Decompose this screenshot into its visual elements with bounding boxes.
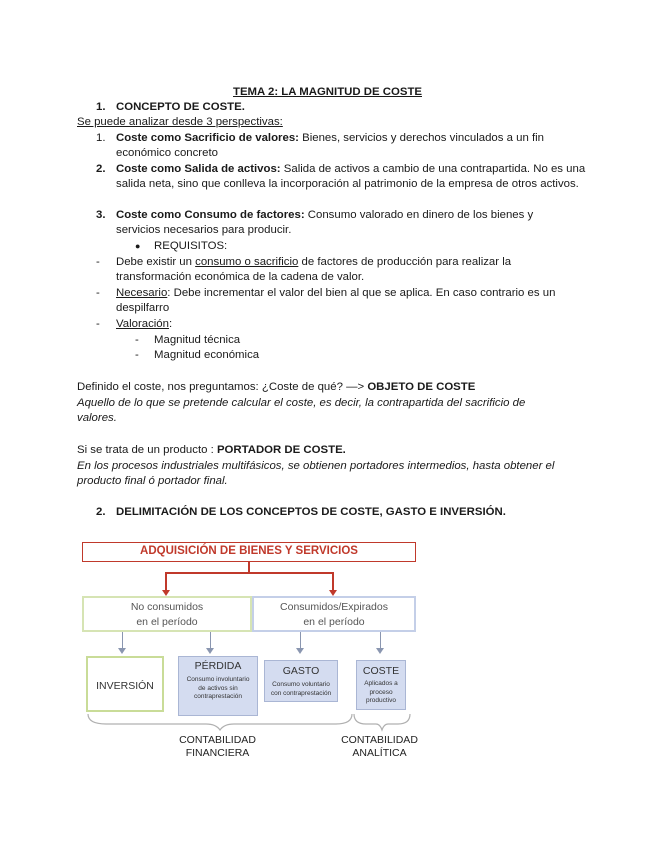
valoracion-item-2: Magnitud económica xyxy=(154,349,260,361)
req2-underlined: Necesario xyxy=(116,287,168,299)
objeto-pre: Definido el coste, nos preguntamos: ¿Coste de qué? —> xyxy=(77,381,368,393)
contabilidad-financiera-label xyxy=(160,734,275,760)
consumidos-line1: Consumidos/Expirados xyxy=(280,601,388,613)
gasto-text: Consumo voluntario con contraprestación xyxy=(270,681,332,697)
arrow-coste-icon xyxy=(376,648,384,654)
section1-intro: Se puede analizar desde 3 perspectivas: xyxy=(77,116,283,128)
req3-post: : xyxy=(168,318,173,330)
item2 xyxy=(116,162,586,193)
item2-number: 2. xyxy=(96,163,106,175)
req1 xyxy=(116,255,571,286)
req3-dash: - xyxy=(96,318,100,330)
item3-text: Consumo valorado en dinero de los bienes y servicios necesarios para producir. xyxy=(116,209,534,237)
perdida-text: Consumo involuntario de activos sin contraprestación xyxy=(186,676,250,700)
valoracion-item-1: Magnitud técnica xyxy=(154,334,241,346)
consumidos-line2: en el período xyxy=(303,616,365,628)
arrow-inversion-icon xyxy=(118,648,126,654)
financiera-line2: FINANCIERA xyxy=(185,747,250,759)
perdida-title: PÉRDIDA xyxy=(194,660,242,672)
req1-pre: Debe existir un xyxy=(116,256,196,268)
coste-box xyxy=(356,660,406,710)
req3 xyxy=(116,317,172,332)
no-consumidos-line1: No consumidos xyxy=(130,601,204,613)
objeto-bold: OBJETO DE COSTE xyxy=(367,381,476,393)
item1-text: Bienes, servicios y derechos vinculados a un fin económico concreto xyxy=(116,132,544,160)
gasto-title: GASTO xyxy=(282,665,320,677)
portador-pre: Si se trata de un producto : xyxy=(77,444,217,456)
contabilidad-analitica-label xyxy=(322,734,437,760)
no-consumidos-line2: en el período xyxy=(136,616,198,628)
consumidos-box xyxy=(252,596,416,632)
req2 xyxy=(116,286,586,317)
requisitos-label: REQUISITOS: xyxy=(154,240,228,252)
req2-post: : Debe incrementar el valor del bien al que se aplica. En caso contrario es un despilfarro xyxy=(116,287,556,315)
brace-financiera xyxy=(86,712,356,732)
connector-top-horizontal xyxy=(165,572,333,574)
analitica-line1: CONTABILIDAD xyxy=(341,734,418,746)
perdida-box xyxy=(178,656,258,716)
req1-post: de factores de producción para realizar la transformación económica de la cadena de valor. xyxy=(116,256,512,284)
analitica-line2: ANALÍTICA xyxy=(352,747,407,759)
document-title: TEMA 2: LA MAGNITUD DE COSTE xyxy=(233,86,422,98)
item1-bold: Coste como Sacrificio de valores: xyxy=(116,132,299,144)
gasto-box xyxy=(264,660,338,702)
objeto-italic: Aquello de lo que se pretende calcular el coste, es decir, la contrapartida del sacrificio de valores. xyxy=(77,397,526,425)
connector-top-vertical xyxy=(248,562,250,572)
req1-underlined: consumo o sacrificio xyxy=(195,256,299,268)
objeto-line xyxy=(77,380,475,395)
section2-number: 2. xyxy=(96,506,106,518)
item3-bold: Coste como Consumo de factores: xyxy=(116,209,305,221)
valoracion-dash-1: - xyxy=(135,334,139,346)
req3-underlined: Valoración xyxy=(116,318,169,330)
valoracion-dash-2: - xyxy=(135,349,139,361)
item1 xyxy=(116,131,586,162)
section1-number: 1. xyxy=(96,101,106,113)
arrow-gasto-icon xyxy=(296,648,304,654)
section1-heading: CONCEPTO DE COSTE. xyxy=(116,101,245,113)
connector-right-drop xyxy=(332,572,334,592)
req1-dash: - xyxy=(96,256,100,268)
coste-title: COSTE xyxy=(362,665,400,677)
connector-left-drop xyxy=(165,572,167,592)
inversion-box: INVERSIÓN xyxy=(86,656,164,712)
portador-italic: En los procesos industriales multifásicos, se obtienen portadores intermedios, hasta obtener el producto final ó portador final. xyxy=(77,460,555,488)
req2-dash: - xyxy=(96,287,100,299)
requisitos-bullet: ● xyxy=(135,241,141,251)
financiera-line1: CONTABILIDAD xyxy=(179,734,256,746)
arrow-perdida-icon xyxy=(206,648,214,654)
item1-number: 1. xyxy=(96,132,106,144)
item3-number: 3. xyxy=(96,209,106,221)
item2-bold: Coste como Salida de activos: xyxy=(116,163,281,175)
item2-text: Salida de activos a cambio de una contrapartida. No es una salida neta, sino que conlleva la incorporación al patrimonio de la empresa de otros activos. xyxy=(116,163,586,191)
portador-line xyxy=(77,443,346,458)
no-consumidos-box xyxy=(82,596,252,632)
brace-analitica xyxy=(352,712,412,732)
item3 xyxy=(116,208,571,239)
section2-heading: DELIMITACIÓN DE LOS CONCEPTOS DE COSTE, GASTO E INVERSIÓN. xyxy=(116,506,506,518)
coste-text: Aplicados a proceso productivo xyxy=(364,680,398,704)
portador-bold: PORTADOR DE COSTE. xyxy=(216,444,346,456)
adquisicion-box: ADQUISICIÓN DE BIENES Y SERVICIOS xyxy=(82,542,416,562)
